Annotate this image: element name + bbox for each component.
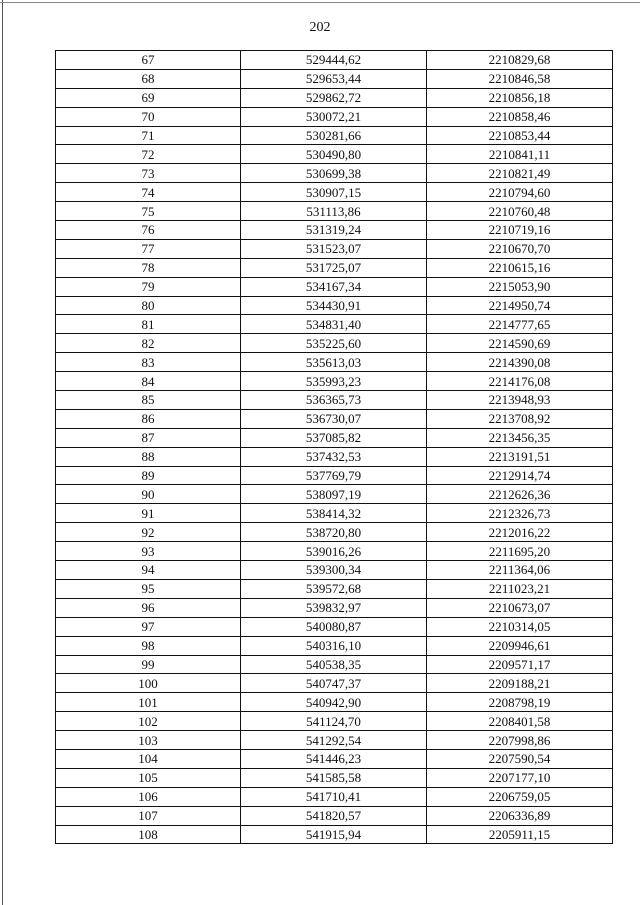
- y-coordinate-cell: 2210846,58: [427, 69, 613, 88]
- point-number-cell: 97: [56, 617, 241, 636]
- x-coordinate-cell: 540747,37: [241, 674, 427, 693]
- x-coordinate-cell: 534831,40: [241, 315, 427, 334]
- point-number-cell: 74: [56, 183, 241, 202]
- x-coordinate-cell: 530490,80: [241, 145, 427, 164]
- x-coordinate-cell: 536365,73: [241, 391, 427, 410]
- y-coordinate-cell: 2214590,69: [427, 334, 613, 353]
- table-row: [56, 825, 613, 844]
- table-row: [56, 523, 613, 542]
- point-number-cell: 94: [56, 561, 241, 580]
- point-number-cell: 75: [56, 202, 241, 221]
- y-coordinate-cell: 2210858,46: [427, 107, 613, 126]
- table-row: [56, 504, 613, 523]
- x-coordinate-cell: 531113,86: [241, 202, 427, 221]
- point-number-cell: 96: [56, 598, 241, 617]
- y-coordinate-cell: 2214176,08: [427, 372, 613, 391]
- point-number-cell: 93: [56, 542, 241, 561]
- x-coordinate-cell: 530281,66: [241, 126, 427, 145]
- point-number-cell: 98: [56, 636, 241, 655]
- x-coordinate-cell: 535993,23: [241, 372, 427, 391]
- x-coordinate-cell: 529862,72: [241, 88, 427, 107]
- table-row: [56, 712, 613, 731]
- x-coordinate-cell: 529444,62: [241, 51, 427, 70]
- y-coordinate-cell: 2210760,48: [427, 202, 613, 221]
- table-row: [56, 617, 613, 636]
- x-coordinate-cell: 534167,34: [241, 277, 427, 296]
- x-coordinate-cell: 540080,87: [241, 617, 427, 636]
- page-top-edge: [0, 2, 640, 3]
- y-coordinate-cell: 2210829,68: [427, 51, 613, 70]
- table-row: [56, 674, 613, 693]
- y-coordinate-cell: 2210856,18: [427, 88, 613, 107]
- point-number-cell: 68: [56, 69, 241, 88]
- y-coordinate-cell: 2213456,35: [427, 428, 613, 447]
- point-number-cell: 72: [56, 145, 241, 164]
- y-coordinate-cell: 2210314,05: [427, 617, 613, 636]
- x-coordinate-cell: 538720,80: [241, 523, 427, 542]
- point-number-cell: 92: [56, 523, 241, 542]
- point-number-cell: 84: [56, 372, 241, 391]
- coordinates-table: [55, 50, 613, 844]
- point-number-cell: 85: [56, 391, 241, 410]
- table-row: [56, 447, 613, 466]
- y-coordinate-cell: 2214950,74: [427, 296, 613, 315]
- table-row: [56, 296, 613, 315]
- x-coordinate-cell: 541915,94: [241, 825, 427, 844]
- y-coordinate-cell: 2206336,89: [427, 806, 613, 825]
- table-row: [56, 88, 613, 107]
- table-row: [56, 636, 613, 655]
- table-row: [56, 391, 613, 410]
- point-number-cell: 104: [56, 749, 241, 768]
- y-coordinate-cell: 2210794,60: [427, 183, 613, 202]
- y-coordinate-cell: 2213948,93: [427, 391, 613, 410]
- x-coordinate-cell: 540538,35: [241, 655, 427, 674]
- point-number-cell: 69: [56, 88, 241, 107]
- y-coordinate-cell: 2211364,06: [427, 561, 613, 580]
- y-coordinate-cell: 2207590,54: [427, 749, 613, 768]
- x-coordinate-cell: 537085,82: [241, 428, 427, 447]
- page-number: 202: [309, 20, 331, 35]
- point-number-cell: 103: [56, 731, 241, 750]
- x-coordinate-cell: 541585,58: [241, 768, 427, 787]
- y-coordinate-cell: 2213708,92: [427, 409, 613, 428]
- table-row: [56, 315, 613, 334]
- table-row: [56, 787, 613, 806]
- point-number-cell: 89: [56, 466, 241, 485]
- y-coordinate-cell: 2211023,21: [427, 579, 613, 598]
- y-coordinate-cell: 2214390,08: [427, 353, 613, 372]
- x-coordinate-cell: 529653,44: [241, 69, 427, 88]
- table-row: [56, 693, 613, 712]
- table-row: [56, 334, 613, 353]
- point-number-cell: 73: [56, 164, 241, 183]
- y-coordinate-cell: 2208798,19: [427, 693, 613, 712]
- point-number-cell: 78: [56, 258, 241, 277]
- y-coordinate-cell: 2210615,16: [427, 258, 613, 277]
- point-number-cell: 83: [56, 353, 241, 372]
- x-coordinate-cell: 535225,60: [241, 334, 427, 353]
- point-number-cell: 105: [56, 768, 241, 787]
- y-coordinate-cell: 2209946,61: [427, 636, 613, 655]
- table-row: [56, 372, 613, 391]
- y-coordinate-cell: 2210719,16: [427, 221, 613, 240]
- y-coordinate-cell: 2210673,07: [427, 598, 613, 617]
- y-coordinate-cell: 2205911,15: [427, 825, 613, 844]
- point-number-cell: 77: [56, 239, 241, 258]
- point-number-cell: 102: [56, 712, 241, 731]
- y-coordinate-cell: 2207998,86: [427, 731, 613, 750]
- point-number-cell: 82: [56, 334, 241, 353]
- point-number-cell: 87: [56, 428, 241, 447]
- y-coordinate-cell: 2211695,20: [427, 542, 613, 561]
- point-number-cell: 86: [56, 409, 241, 428]
- x-coordinate-cell: 536730,07: [241, 409, 427, 428]
- point-number-cell: 81: [56, 315, 241, 334]
- x-coordinate-cell: 534430,91: [241, 296, 427, 315]
- y-coordinate-cell: 2209188,21: [427, 674, 613, 693]
- point-number-cell: 100: [56, 674, 241, 693]
- x-coordinate-cell: 538097,19: [241, 485, 427, 504]
- x-coordinate-cell: 531725,07: [241, 258, 427, 277]
- table-row: [56, 731, 613, 750]
- x-coordinate-cell: 540316,10: [241, 636, 427, 655]
- x-coordinate-cell: 541446,23: [241, 749, 427, 768]
- x-coordinate-cell: 539300,34: [241, 561, 427, 580]
- x-coordinate-cell: 540942,90: [241, 693, 427, 712]
- x-coordinate-cell: 541710,41: [241, 787, 427, 806]
- table-row: [56, 51, 613, 70]
- table-row: [56, 239, 613, 258]
- point-number-cell: 106: [56, 787, 241, 806]
- table-row: [56, 221, 613, 240]
- table-row: [56, 164, 613, 183]
- table-row: [56, 655, 613, 674]
- x-coordinate-cell: 535613,03: [241, 353, 427, 372]
- table-row: [56, 277, 613, 296]
- table-row: [56, 428, 613, 447]
- y-coordinate-cell: 2208401,58: [427, 712, 613, 731]
- table-row: [56, 353, 613, 372]
- point-number-cell: 107: [56, 806, 241, 825]
- table-row: [56, 542, 613, 561]
- table-row: [56, 466, 613, 485]
- y-coordinate-cell: 2209571,17: [427, 655, 613, 674]
- y-coordinate-cell: 2210841,11: [427, 145, 613, 164]
- y-coordinate-cell: 2212326,73: [427, 504, 613, 523]
- x-coordinate-cell: 530072,21: [241, 107, 427, 126]
- x-coordinate-cell: 541292,54: [241, 731, 427, 750]
- x-coordinate-cell: 541124,70: [241, 712, 427, 731]
- x-coordinate-cell: 531523,07: [241, 239, 427, 258]
- point-number-cell: 90: [56, 485, 241, 504]
- x-coordinate-cell: 539572,68: [241, 579, 427, 598]
- x-coordinate-cell: 539016,26: [241, 542, 427, 561]
- table-row: [56, 485, 613, 504]
- table-row: [56, 749, 613, 768]
- table-row: [56, 561, 613, 580]
- y-coordinate-cell: 2210821,49: [427, 164, 613, 183]
- point-number-cell: 80: [56, 296, 241, 315]
- x-coordinate-cell: 537432,53: [241, 447, 427, 466]
- y-coordinate-cell: 2213191,51: [427, 447, 613, 466]
- y-coordinate-cell: 2214777,65: [427, 315, 613, 334]
- table-row: [56, 126, 613, 145]
- table-row: [56, 202, 613, 221]
- coordinates-table-body: [56, 51, 613, 844]
- table-row: [56, 107, 613, 126]
- table-row: [56, 145, 613, 164]
- point-number-cell: 71: [56, 126, 241, 145]
- x-coordinate-cell: 541820,57: [241, 806, 427, 825]
- page-left-edge: [2, 0, 3, 905]
- table-row: [56, 258, 613, 277]
- x-coordinate-cell: 539832,97: [241, 598, 427, 617]
- y-coordinate-cell: 2210670,70: [427, 239, 613, 258]
- table-row: [56, 69, 613, 88]
- y-coordinate-cell: 2210853,44: [427, 126, 613, 145]
- point-number-cell: 91: [56, 504, 241, 523]
- point-number-cell: 88: [56, 447, 241, 466]
- table-row: [56, 409, 613, 428]
- x-coordinate-cell: 530699,38: [241, 164, 427, 183]
- y-coordinate-cell: 2206759,05: [427, 787, 613, 806]
- table-row: [56, 768, 613, 787]
- y-coordinate-cell: 2212016,22: [427, 523, 613, 542]
- x-coordinate-cell: 531319,24: [241, 221, 427, 240]
- point-number-cell: 95: [56, 579, 241, 598]
- y-coordinate-cell: 2212626,36: [427, 485, 613, 504]
- y-coordinate-cell: 2207177,10: [427, 768, 613, 787]
- point-number-cell: 70: [56, 107, 241, 126]
- y-coordinate-cell: 2212914,74: [427, 466, 613, 485]
- table-row: [56, 598, 613, 617]
- y-coordinate-cell: 2215053,90: [427, 277, 613, 296]
- x-coordinate-cell: 530907,15: [241, 183, 427, 202]
- point-number-cell: 67: [56, 51, 241, 70]
- x-coordinate-cell: 537769,79: [241, 466, 427, 485]
- point-number-cell: 108: [56, 825, 241, 844]
- table-row: [56, 806, 613, 825]
- x-coordinate-cell: 538414,32: [241, 504, 427, 523]
- point-number-cell: 76: [56, 221, 241, 240]
- table-row: [56, 579, 613, 598]
- point-number-cell: 101: [56, 693, 241, 712]
- point-number-cell: 79: [56, 277, 241, 296]
- table-row: [56, 183, 613, 202]
- point-number-cell: 99: [56, 655, 241, 674]
